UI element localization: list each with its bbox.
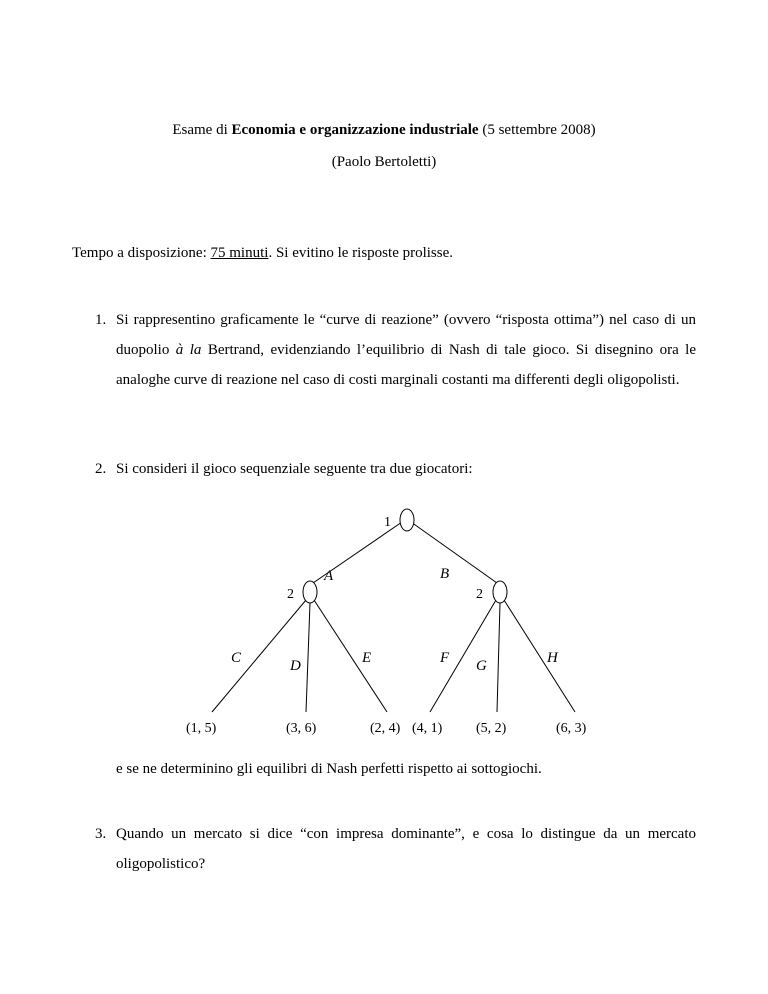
branch-label-a: A	[324, 568, 334, 584]
time-suffix: . Si evitino le risposte prolisse.	[268, 245, 454, 261]
decision-node-right	[493, 581, 507, 603]
question-text: Si consideri il gioco sequenziale seguente tra due giocatori:	[116, 461, 473, 477]
question-text-part: Si rappresentino graficamente le “curve di reazione” (ovvero “risposta ottima”) nel caso di un duopolio	[116, 312, 696, 358]
edge-root-right	[411, 522, 497, 583]
question-number: 1.	[95, 312, 107, 328]
branch-label-d: D	[290, 658, 301, 674]
time-instructions	[72, 245, 453, 262]
branch-label-e: E	[362, 650, 372, 666]
branch-label-b: B	[440, 566, 450, 582]
payoff-f: (4, 1)	[412, 721, 443, 736]
branch-label-g: G	[476, 658, 487, 674]
page-title	[0, 122, 768, 139]
payoff-c: (1, 5)	[186, 721, 217, 736]
author: (Paolo Bertoletti)	[331, 154, 437, 170]
player-label-left: 2	[287, 587, 294, 602]
payoff-e: (2, 4)	[370, 721, 401, 736]
edge-left-d	[306, 603, 310, 712]
question-followup: e se ne determinino gli equilibri di Nash perfetti rispetto ai sottogiochi.	[116, 761, 542, 777]
branch-label-c: C	[231, 650, 242, 666]
course-name: Economia e organizzazione industriale	[231, 122, 479, 138]
edge-right-h	[504, 600, 575, 712]
decision-node-root	[400, 509, 414, 531]
question-text	[116, 305, 696, 395]
payoff-h: (6, 3)	[556, 721, 587, 736]
edge-right-g	[497, 603, 500, 712]
player-label-root: 1	[384, 515, 391, 530]
payoff-g: (5, 2)	[476, 721, 507, 736]
branch-label-f: F	[440, 650, 450, 666]
question-text: Quando un mercato si dice “con impresa dominante”, e cosa lo distingue da un mercato oligopolistico?	[116, 826, 696, 872]
game-tree-diagram	[0, 500, 768, 750]
question-text-italic: à la	[175, 342, 202, 358]
question-number: 2.	[95, 461, 107, 477]
player-label-right: 2	[476, 587, 483, 602]
question-text-part: Bertrand, evidenziando l’equilibrio di Nash di tale gioco. Si disegnino ora le analoghe curve di reazione nel caso di costi marginali costanti ma differenti degli oligopolisti.	[116, 342, 696, 388]
time-prefix: Tempo a disposizione:	[72, 245, 211, 261]
edge-left-e	[314, 600, 387, 712]
title-prefix: Esame di	[172, 122, 232, 138]
branch-label-h: H	[547, 650, 558, 666]
time-limit: 75 minuti	[210, 245, 269, 261]
exam-date: (5 settembre 2008)	[478, 122, 596, 138]
edge-left-c	[212, 600, 306, 712]
question-number: 3.	[95, 826, 107, 842]
decision-node-left	[303, 581, 317, 603]
payoff-d: (3, 6)	[286, 721, 317, 736]
